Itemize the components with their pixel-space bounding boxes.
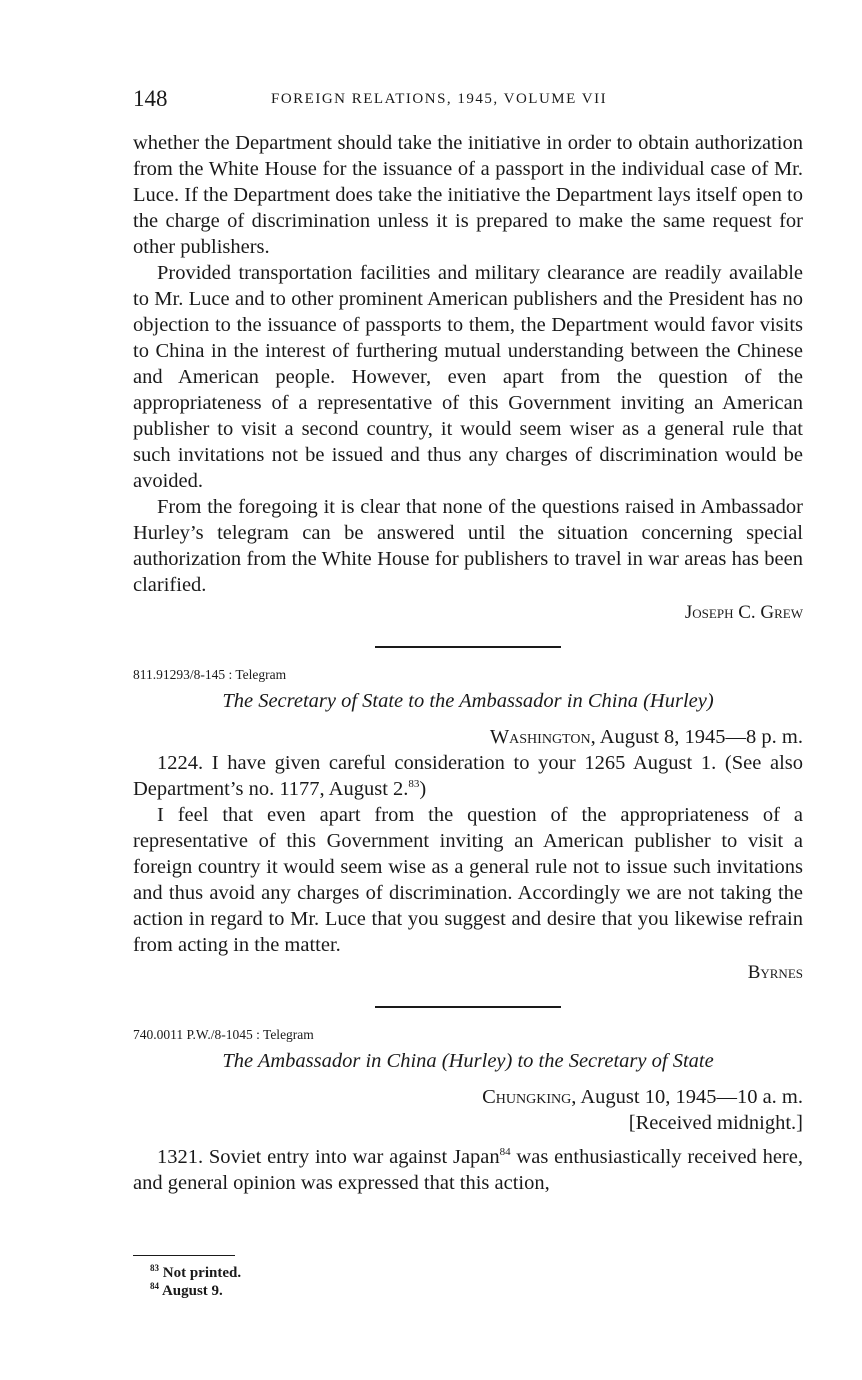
doc3-received: [Received midnight.] <box>628 1112 803 1134</box>
footnote-mark: 84 <box>150 1281 159 1291</box>
doc2-paragraph-1-end: ) <box>419 778 427 800</box>
doc2-dateline <box>133 724 803 750</box>
doc2-title: The Secretary of State to the Ambassador in China (Hurley) <box>222 690 714 712</box>
doc2-paragraph-2: I feel that even apart from the question of the appropriateness of a representative of this Government inviting an American publisher to visit a foreign country it would seem wise as a general rule not to issue such invitations and thus avoid any charges of discrimination. Accordingly we are not taking the action in regard to Mr. Luce that you suggest and desire that you likewise refrain from acting in the matter. <box>133 804 803 956</box>
doc2-paragraph-1-text: 1224. I have given careful consideration to your 1265 August 1. (See also Department’s no. 1177, August 2. <box>133 752 803 800</box>
footnote-text: August 9. <box>161 1283 223 1299</box>
running-head: FOREIGN RELATIONS, 1945, VOLUME VII <box>271 91 608 107</box>
section-divider <box>375 1006 561 1008</box>
page-number: 148 <box>133 86 168 111</box>
footnote-item <box>150 1264 241 1282</box>
page-body <box>133 130 803 1196</box>
doc1-paragraph-1: whether the Department should take the initiative in order to obtain authorization from the White House for the issuance of a passport in the individual case of Mr. Luce. If the Department does take the initiative the Department lays itself open to the charge of discrimination unless it is prepared to make the same request for other publishers. <box>133 132 803 258</box>
doc2-dateline-place: Washington <box>489 726 591 748</box>
doc2-file-reference: 811.91293/8-145 : Telegram <box>133 667 287 682</box>
footnote-item <box>150 1282 241 1300</box>
doc3-dateline-place: Chungking <box>482 1086 572 1108</box>
doc1-paragraph-2: Provided transportation facilities and military clearance are readily available to Mr. Luce and to other prominent American publishers and the President has no objection to the issuance of passports to them, the Department would favor visits to China in the interest of furthering mutual understanding between the Chinese and American people. However, even apart from the question of the appropriateness of a representative of this Government inviting an American publisher to visit a second country, it would seem wiser as a general rule that such invitations not be issued and thus any charges of discrimination would be avoided. <box>133 262 803 492</box>
footnote-ref-83: 83 <box>408 778 420 791</box>
page-header <box>133 86 803 116</box>
doc3-dateline-date: , August 10, 1945—10 a. m. <box>571 1086 803 1108</box>
footnote-ref-84: 84 <box>499 1146 511 1159</box>
doc3-file-reference: 740.0011 P.W./8-1045 : Telegram <box>133 1027 314 1042</box>
footnote-mark: 83 <box>150 1263 159 1273</box>
doc2-dateline-date: , August 8, 1945—8 p. m. <box>590 726 803 748</box>
doc1-paragraph-3: From the foregoing it is clear that none of the questions raised in Ambassador Hurley’s telegram can be answered until the situation concerning special authorization from the White House for publishers to travel in war areas has been clarified. <box>133 496 803 596</box>
doc2-signature: Byrnes <box>747 962 803 983</box>
footnotes <box>150 1264 241 1300</box>
doc3-dateline <box>133 1084 803 1110</box>
footnote-text: Not printed. <box>162 1265 242 1281</box>
footnote-divider <box>133 1255 235 1256</box>
doc1-signature: Joseph C. Grew <box>684 602 803 623</box>
doc3-title: The Ambassador in China (Hurley) to the Secretary of State <box>222 1050 714 1072</box>
doc2-paragraph-1 <box>133 750 803 802</box>
doc3-paragraph-1 <box>133 1144 803 1196</box>
doc3-paragraph-1-text-b: was enthusiastically received here, and general opinion was expressed that this action, <box>133 1146 803 1194</box>
doc3-paragraph-1-text-a: 1321. Soviet entry into war against Japan <box>157 1146 500 1168</box>
section-divider <box>375 646 561 648</box>
